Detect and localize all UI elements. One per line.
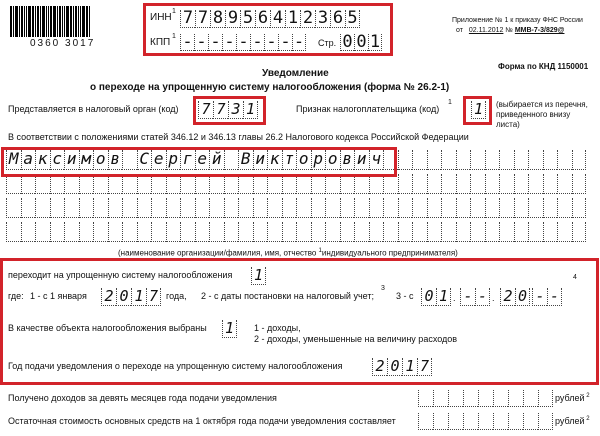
char-value: 7: [419, 357, 430, 375]
char-cell: [296, 174, 311, 194]
char-value: 7: [216, 100, 226, 118]
char-cell: [475, 288, 490, 306]
char-cell: [122, 198, 137, 218]
char-cell: [325, 198, 340, 218]
char-value: й: [211, 149, 222, 168]
char-cell: [515, 288, 530, 306]
char-cell: [253, 174, 268, 194]
char-cell: [6, 222, 21, 242]
char-value: 7: [182, 8, 194, 28]
char-cell: [267, 174, 282, 194]
char-cell: [499, 174, 514, 194]
char-cell: [427, 150, 442, 170]
char-cell: [311, 198, 326, 218]
char-cell: [151, 222, 166, 242]
char-value: е: [197, 149, 208, 168]
char-value: о: [95, 149, 106, 168]
char-cell: [116, 288, 131, 306]
char-cell: [354, 222, 369, 242]
char-cell: [122, 174, 137, 194]
char-value: м: [81, 149, 92, 168]
char-cell: [470, 198, 485, 218]
date-century-field: [500, 288, 530, 306]
char-cell: [369, 174, 384, 194]
char-cell: [456, 150, 471, 170]
char-value: р: [168, 149, 179, 168]
char-cell: [427, 174, 442, 194]
char-cell: [398, 222, 413, 242]
char-cell: [296, 222, 311, 242]
char-cell: [514, 174, 529, 194]
char-cell: [282, 222, 297, 242]
char-cell: [369, 222, 384, 242]
char-cell: [209, 174, 224, 194]
char-cell: [209, 222, 224, 242]
char-value: 6: [257, 8, 269, 28]
char-cell: [499, 222, 514, 242]
char-cell: [21, 222, 36, 242]
highlight-name: [1, 147, 397, 177]
char-cell: [436, 288, 451, 306]
name-grid-row: [6, 198, 586, 218]
char-cell: [195, 174, 210, 194]
char-cell: [514, 222, 529, 242]
char-value: -: [266, 32, 277, 52]
char-value: р: [313, 149, 324, 168]
char-cell: [35, 198, 50, 218]
char-cell: [418, 390, 433, 407]
char-cell: [282, 174, 297, 194]
char-cell: [166, 222, 181, 242]
char-cell: [478, 390, 493, 407]
char-value: -: [535, 287, 545, 305]
char-value: 3: [317, 8, 329, 28]
char-cell: [137, 198, 152, 218]
char-value: 0: [356, 32, 367, 52]
highlight-taxpayer-sign: [463, 96, 492, 125]
char-cell: [485, 150, 500, 170]
char-cell: [470, 174, 485, 194]
taxpayer-sign-label: Признак налогоплательщика (код): [296, 104, 440, 114]
char-cell: [166, 198, 181, 218]
char-cell: [523, 390, 538, 407]
notice-year-field: [372, 358, 432, 376]
char-cell: [441, 174, 456, 194]
char-value: 3: [231, 100, 241, 118]
char-cell: [354, 198, 369, 218]
char-value: -: [280, 32, 291, 52]
order-date: 02.11.2012: [468, 27, 504, 34]
char-cell: [137, 222, 152, 242]
char-cell: [146, 288, 161, 306]
char-value: 4: [272, 8, 284, 28]
char-cell: [267, 198, 282, 218]
inn-label: ИНН: [150, 12, 172, 23]
char-cell: [180, 198, 195, 218]
char-cell: [499, 150, 514, 170]
char-cell: [50, 174, 65, 194]
char-cell: [508, 413, 523, 430]
form-subtitle: о переходе на упрощенную систему налогообложения (форма № 26.2-1): [90, 82, 450, 93]
char-value: 7: [201, 100, 211, 118]
switch-label: переходит на упрощенную систему налогообложения: [8, 270, 233, 280]
option-date: 3 - с: [396, 291, 414, 301]
char-value: -: [549, 287, 560, 305]
char-cell: [412, 150, 427, 170]
char-cell: [387, 358, 402, 376]
char-cell: [543, 198, 558, 218]
char-cell: [369, 198, 384, 218]
barcode: [10, 6, 91, 37]
char-cell: [485, 222, 500, 242]
char-cell: [64, 198, 79, 218]
char-cell: [21, 198, 36, 218]
char-value: а: [23, 149, 34, 168]
char-cell: [224, 174, 239, 194]
char-cell: [412, 198, 427, 218]
char-cell: [448, 413, 463, 430]
char-value: 1: [287, 8, 299, 28]
name-grid-row: [6, 174, 586, 194]
char-cell: [21, 174, 36, 194]
char-value: г: [182, 149, 193, 168]
char-value: 1: [245, 100, 256, 118]
char-cell: [282, 198, 297, 218]
date-month-field: [460, 288, 490, 306]
char-cell: [493, 390, 508, 407]
char-value: т: [284, 149, 295, 168]
char-cell: [470, 150, 485, 170]
char-value: 1: [405, 357, 415, 375]
char-cell: [463, 413, 478, 430]
char-value: 9: [227, 8, 239, 28]
char-cell: [543, 222, 558, 242]
char-cell: [6, 198, 21, 218]
char-value: ч: [371, 149, 382, 168]
order-line1: Приложение № 1 к приказу ФНС России: [452, 17, 583, 24]
char-cell: [383, 198, 398, 218]
notice-year-label: Год подачи уведомления о переходе на упрощенную систему налогообложения: [8, 361, 343, 371]
char-value: в: [342, 149, 353, 168]
char-cell: [460, 288, 475, 306]
char-cell: [195, 222, 210, 242]
char-cell: [412, 174, 427, 194]
char-value: 2: [104, 287, 114, 305]
year-field: [101, 288, 161, 306]
char-cell: [572, 198, 587, 218]
char-cell: [151, 198, 166, 218]
char-value: и: [66, 149, 77, 168]
char-cell: [456, 198, 471, 218]
char-cell: [238, 222, 253, 242]
char-cell: [572, 174, 587, 194]
char-cell: [222, 320, 237, 338]
option-jan-1: 1 - с 1 января: [30, 291, 87, 301]
char-cell: [485, 198, 500, 218]
char-cell: [427, 222, 442, 242]
char-value: е: [153, 149, 164, 168]
char-value: -: [210, 32, 221, 52]
char-cell: [478, 413, 493, 430]
char-value: 1: [438, 287, 449, 305]
char-cell: [50, 198, 65, 218]
char-cell: [6, 174, 21, 194]
char-cell: [470, 222, 485, 242]
char-cell: [79, 222, 94, 242]
char-value: 2: [302, 8, 314, 28]
char-cell: [251, 267, 266, 285]
char-value: 0: [424, 287, 434, 305]
char-cell: [456, 174, 471, 194]
char-cell: [224, 222, 239, 242]
char-value: В: [240, 149, 251, 168]
char-value: -: [196, 32, 207, 52]
char-cell: [383, 174, 398, 194]
char-cell: [64, 222, 79, 242]
char-cell: [311, 174, 326, 194]
char-cell: [238, 198, 253, 218]
tax-office-label: Представляется в налоговый орган (код): [8, 104, 179, 114]
char-value: 1: [134, 287, 144, 305]
char-value: 1: [473, 100, 484, 118]
char-cell: [441, 222, 456, 242]
char-cell: [528, 198, 543, 218]
char-cell: [418, 413, 433, 430]
char-value: М: [8, 149, 19, 168]
char-cell: [209, 198, 224, 218]
char-cell: [108, 222, 123, 242]
char-cell: [427, 198, 442, 218]
char-cell: [441, 150, 456, 170]
name-grid-row: [6, 222, 586, 242]
char-cell: [253, 198, 268, 218]
char-cell: [267, 222, 282, 242]
where-label: где:: [8, 291, 24, 301]
object-label: В качестве объекта налогообложения выбраны: [8, 323, 207, 333]
char-value: 0: [119, 287, 129, 305]
char-value: 0: [517, 287, 528, 305]
object-option-1: 1 - доходы,: [254, 323, 301, 333]
char-value: -: [252, 32, 263, 52]
char-cell: [412, 222, 427, 242]
char-cell: [417, 358, 432, 376]
assets-rub: рублей $^2$: [555, 416, 590, 426]
char-cell: [463, 390, 478, 407]
char-value: С: [139, 149, 150, 168]
char-cell: [340, 222, 355, 242]
char-cell: [543, 174, 558, 194]
char-cell: [500, 288, 515, 306]
char-cell: [253, 222, 268, 242]
char-cell: [528, 150, 543, 170]
char-value: -: [182, 32, 193, 52]
object-option-2: 2 - доходы, уменьшенные на величину расходов: [254, 334, 458, 344]
char-value: 7: [148, 287, 159, 305]
char-cell: [557, 222, 572, 242]
char-cell: [93, 198, 108, 218]
char-cell: [557, 174, 572, 194]
char-cell: [180, 174, 195, 194]
char-value: в: [110, 149, 121, 168]
char-cell: [528, 174, 543, 194]
char-value: -: [293, 32, 305, 52]
char-value: 0: [390, 357, 400, 375]
char-cell: [547, 288, 562, 306]
char-value: -: [477, 287, 488, 305]
char-cell: [122, 222, 137, 242]
assets-label: Остаточная стоимость основных средств на 1 октября года подачи уведомления составляет: [8, 416, 396, 426]
char-value: о: [327, 149, 338, 168]
char-value: 2: [375, 357, 385, 375]
char-cell: [499, 198, 514, 218]
char-value: -: [224, 32, 235, 52]
char-value: к: [37, 149, 48, 168]
taxpayer-sign-note: (выбирается из перечня, приведенного внизу листа): [496, 100, 588, 129]
char-cell: [508, 390, 523, 407]
char-cell: [485, 174, 500, 194]
char-cell: [108, 198, 123, 218]
char-cell: [557, 198, 572, 218]
char-cell: [421, 288, 436, 306]
char-cell: [131, 288, 146, 306]
char-cell: [543, 150, 558, 170]
char-cell: [137, 174, 152, 194]
char-cell: [93, 222, 108, 242]
char-cell: [383, 222, 398, 242]
char-cell: [325, 174, 340, 194]
char-cell: [35, 174, 50, 194]
char-cell: [532, 288, 547, 306]
char-cell: [557, 150, 572, 170]
char-cell: [224, 198, 239, 218]
char-value: и: [255, 149, 266, 168]
char-cell: [195, 198, 210, 218]
char-cell: [354, 174, 369, 194]
date-day-field: [421, 288, 451, 306]
char-cell: [398, 198, 413, 218]
order-line2: от 02.11.2012 № ММВ-7-3/829@: [456, 27, 565, 34]
char-cell: [79, 174, 94, 194]
char-value: к: [269, 149, 280, 168]
name-caption: (наименование организации/фамилия, имя, отчество $^1$индивидуального предпринимателя): [118, 248, 458, 258]
char-cell: [108, 174, 123, 194]
char-cell: [166, 174, 181, 194]
char-value: 1: [253, 266, 264, 284]
char-value: 0: [342, 32, 353, 52]
income-field: [418, 390, 553, 407]
object-field: [222, 320, 237, 338]
char-cell: [402, 358, 417, 376]
barcode-number: 0360 3017: [30, 38, 96, 49]
char-cell: [311, 222, 326, 242]
char-value: -: [463, 287, 473, 305]
char-cell: [456, 222, 471, 242]
knd-code: Форма по КНД 1150001: [498, 62, 589, 71]
income-label: Получено доходов за девять месяцев года подачи уведомления: [8, 393, 277, 403]
char-value: 6: [332, 8, 344, 28]
char-cell: [93, 174, 108, 194]
switch-field: [251, 267, 266, 285]
char-cell: [180, 222, 195, 242]
date-year-field: [532, 288, 562, 306]
char-cell: [325, 222, 340, 242]
income-rub: рублей $^2$: [555, 393, 590, 403]
char-cell: [448, 390, 463, 407]
char-cell: [572, 150, 587, 170]
law-text: В соответствии с положениями статей 346.12 и 346.13 главы 26.2 Налогового кодекса Российской Федерации: [8, 132, 469, 142]
char-value: 2: [503, 287, 513, 305]
char-cell: [433, 413, 448, 430]
char-cell: [340, 198, 355, 218]
assets-field: [418, 413, 553, 430]
char-cell: [398, 174, 413, 194]
form-title: Уведомление: [262, 68, 329, 79]
char-cell: [523, 413, 538, 430]
char-cell: [64, 174, 79, 194]
char-cell: [538, 390, 553, 407]
char-value: 1: [224, 319, 235, 337]
char-cell: [528, 222, 543, 242]
char-cell: [572, 222, 587, 242]
char-cell: [101, 288, 116, 306]
char-cell: [340, 174, 355, 194]
page-label: Стр.: [318, 38, 337, 48]
char-cell: [50, 222, 65, 242]
char-cell: [441, 198, 456, 218]
char-cell: [398, 150, 413, 170]
char-cell: [238, 174, 253, 194]
char-value: 7: [197, 8, 209, 28]
char-value: 8: [212, 8, 224, 28]
kpp-label: КПП: [150, 37, 171, 48]
char-cell: [35, 222, 50, 242]
char-cell: [433, 390, 448, 407]
char-value: -: [238, 32, 249, 52]
order-number: ММВ-7-3/829@: [514, 27, 565, 34]
highlight-tax-office: [193, 96, 266, 125]
option-registration: 2 - с даты постановки на налоговый учет;: [201, 291, 374, 301]
highlight-inn-kpp: [143, 3, 393, 56]
char-value: 5: [242, 8, 254, 28]
char-cell: [79, 198, 94, 218]
char-cell: [493, 413, 508, 430]
char-value: 1: [369, 32, 381, 52]
char-cell: [151, 174, 166, 194]
char-cell: [514, 150, 529, 170]
char-value: с: [52, 149, 63, 168]
char-value: 5: [347, 8, 358, 28]
char-value: и: [356, 149, 367, 168]
char-cell: [372, 358, 387, 376]
year-suffix: года,: [166, 291, 187, 301]
char-cell: [514, 198, 529, 218]
char-cell: [538, 413, 553, 430]
char-cell: [296, 198, 311, 218]
char-value: о: [298, 149, 309, 168]
